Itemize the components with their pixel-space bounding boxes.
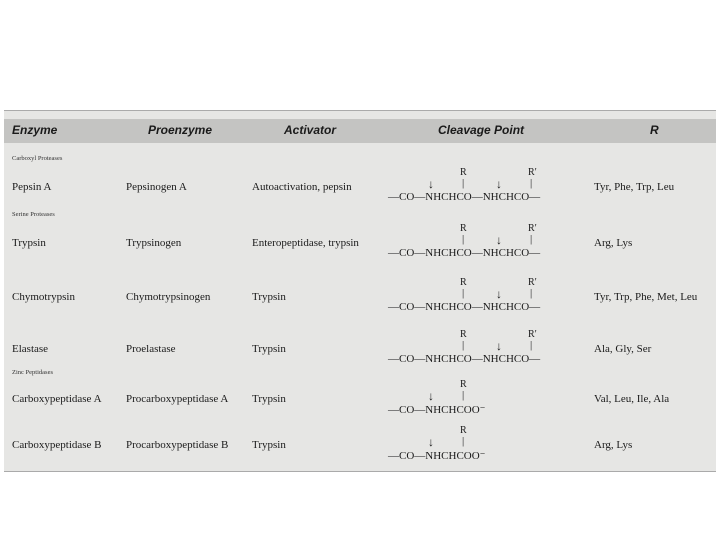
header-r: R — [650, 123, 659, 137]
cleavage-point: R ↓ | —CO—NHCHCOO⁻ — [388, 379, 486, 416]
row-r: Tyr, Trp, Phe, Met, Leu — [594, 291, 698, 303]
row-activator: Trypsin — [252, 439, 286, 451]
row-proenzyme: Procarboxypeptidase B — [126, 439, 229, 451]
row-proenzyme: Chymotrypsinogen — [126, 291, 211, 303]
row-activator: Trypsin — [252, 291, 286, 303]
cleavage-point: R R′ | ↓ | —CO—NHCHCO—NHCHCO— — [388, 223, 541, 259]
row-activator: Trypsin — [252, 393, 286, 405]
cleavage-arrow-icon: ↓ — [428, 435, 434, 449]
row-activator: Trypsin — [252, 343, 286, 355]
row-proenzyme: Proelastase — [126, 343, 176, 355]
section-label: Zinc Peptidases — [12, 369, 53, 376]
row-proenzyme: Procarboxypeptidase A — [126, 393, 229, 405]
row-enzyme: Carboxypeptidase B — [12, 439, 102, 451]
cleavage-arrow-icon: ↓ — [496, 339, 502, 353]
row-enzyme: Pepsin A — [12, 181, 52, 193]
row-r: Ala, Gly, Ser — [594, 343, 652, 355]
cleavage-point: R R′ | ↓ | —CO—NHCHCO—NHCHCO— — [388, 329, 541, 365]
header-enzyme: Enzyme — [12, 123, 58, 137]
row-r: Val, Leu, Ile, Ala — [594, 393, 670, 405]
cleavage-point: R R′ ↓ | ↓ | —CO—NHCHCO—NHCHCO— — [388, 167, 541, 203]
row-proenzyme: Pepsinogen A — [126, 181, 187, 193]
row-r: Tyr, Phe, Trp, Leu — [594, 181, 675, 193]
header-cleavage-point: Cleavage Point — [438, 123, 525, 137]
section-label: Serine Proteases — [12, 211, 55, 218]
table-header — [4, 119, 716, 143]
cleavage-arrow-icon: ↓ — [496, 287, 502, 301]
enzyme-table — [4, 110, 716, 472]
row-r: Arg, Lys — [594, 439, 633, 451]
cleavage-arrow-icon: ↓ — [428, 177, 434, 191]
row-proenzyme: Trypsinogen — [126, 237, 182, 249]
section-label: Carboxyl Proteases — [12, 155, 63, 162]
row-r: Arg, Lys — [594, 237, 633, 249]
cleavage-point: R R′ | ↓ | —CO—NHCHCO—NHCHCO— — [388, 277, 541, 313]
row-enzyme: Chymotrypsin — [12, 291, 75, 303]
row-enzyme: Carboxypeptidase A — [12, 393, 102, 405]
cleavage-arrow-icon: ↓ — [428, 389, 434, 403]
row-enzyme: Elastase — [12, 343, 49, 355]
row-activator: Autoactivation, pepsin — [252, 181, 352, 193]
row-activator: Enteropeptidase, trypsin — [252, 237, 359, 249]
cleavage-point: R ↓ | —CO—NHCHCOO⁻ — [388, 425, 486, 462]
header-activator: Activator — [284, 123, 337, 137]
row-enzyme: Trypsin — [12, 237, 46, 249]
cleavage-arrow-icon: ↓ — [496, 233, 502, 247]
header-proenzyme: Proenzyme — [148, 123, 213, 137]
cleavage-arrow-icon: ↓ — [496, 177, 502, 191]
